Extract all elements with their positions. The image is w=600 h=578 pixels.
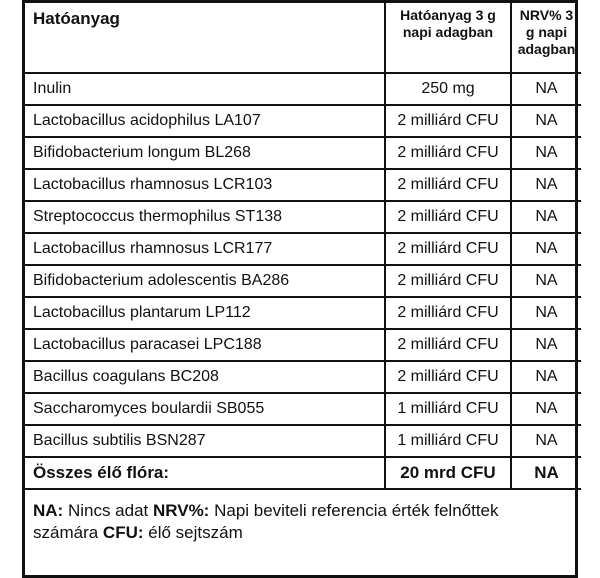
footnote-na-text: Nincs adat: [63, 501, 153, 520]
amount-cell: 2 milliárd CFU: [385, 201, 511, 233]
table-row: [25, 393, 581, 425]
table-row: [25, 265, 581, 297]
table-row: [25, 137, 581, 169]
table-row: [25, 329, 581, 361]
footnote-cfu-text: élő sejtszám: [143, 523, 243, 542]
amount-cell: 2 milliárd CFU: [385, 105, 511, 137]
nrv-cell: NA: [511, 329, 581, 361]
table-row: [25, 169, 581, 201]
table-row: [25, 105, 581, 137]
amount-cell: 2 milliárd CFU: [385, 265, 511, 297]
amount-cell: 250 mg: [385, 73, 511, 105]
nrv-cell: NA: [511, 297, 581, 329]
ingredient-name-cell: Streptococcus thermophilus ST138: [25, 201, 385, 233]
amount-cell: 2 milliárd CFU: [385, 297, 511, 329]
ingredient-name-cell: Bifidobacterium adolescentis BA286: [25, 265, 385, 297]
nrv-cell: NA: [511, 105, 581, 137]
nrv-cell: NA: [511, 361, 581, 393]
table-row: [25, 233, 581, 265]
nrv-cell: NA: [511, 233, 581, 265]
ingredients-table: [25, 3, 581, 490]
table-row: [25, 201, 581, 233]
header-amount: Hatóanyag 3 g napi adagban: [385, 3, 511, 73]
nrv-cell: NA: [511, 425, 581, 457]
total-label: Összes élő flóra:: [25, 457, 385, 489]
footnote-cfu-key: CFU:: [102, 523, 144, 542]
ingredient-name-cell: Bifidobacterium longum BL268: [25, 137, 385, 169]
table-row: [25, 73, 581, 105]
ingredient-name-cell: Saccharomyces boulardii SB055: [25, 393, 385, 425]
ingredient-name-cell: Lactobacillus rhamnosus LCR177: [25, 233, 385, 265]
footnote-na-key: NA:: [33, 501, 64, 520]
amount-cell: 1 milliárd CFU: [385, 393, 511, 425]
amount-cell: 2 milliárd CFU: [385, 169, 511, 201]
nrv-cell: NA: [511, 169, 581, 201]
header-ingredient: Hatóanyag: [25, 3, 385, 73]
footnote-nrv-key: NRV%:: [152, 501, 210, 520]
amount-cell: 1 milliárd CFU: [385, 425, 511, 457]
table-row: [25, 425, 581, 457]
header-nrv: NRV% 3 g napi adagban: [511, 3, 581, 73]
table-body: [25, 73, 581, 457]
nrv-cell: NA: [511, 265, 581, 297]
footnote-nrv-text: Napi beviteli referencia érték felnőttek számára: [33, 501, 499, 542]
footnote: [25, 490, 575, 544]
total-amount: 20 mrd CFU: [385, 457, 511, 489]
table-row: [25, 361, 581, 393]
ingredient-name-cell: Lactobacillus paracasei LPC188: [25, 329, 385, 361]
amount-cell: 2 milliárd CFU: [385, 329, 511, 361]
total-nrv: NA: [511, 457, 581, 489]
table-row: [25, 297, 581, 329]
nrv-cell: NA: [511, 201, 581, 233]
nrv-cell: NA: [511, 73, 581, 105]
nrv-cell: NA: [511, 393, 581, 425]
ingredient-name-cell: Bacillus subtilis BSN287: [25, 425, 385, 457]
total-row: [25, 457, 581, 489]
ingredient-name-cell: Lactobacillus acidophilus LA107: [25, 105, 385, 137]
amount-cell: 2 milliárd CFU: [385, 233, 511, 265]
ingredient-name-cell: Lactobacillus plantarum LP112: [25, 297, 385, 329]
ingredient-name-cell: Bacillus coagulans BC208: [25, 361, 385, 393]
nrv-cell: NA: [511, 137, 581, 169]
ingredient-name-cell: Inulin: [25, 73, 385, 105]
table-header-row: [25, 3, 581, 73]
amount-cell: 2 milliárd CFU: [385, 361, 511, 393]
amount-cell: 2 milliárd CFU: [385, 137, 511, 169]
ingredient-name-cell: Lactobacillus rhamnosus LCR103: [25, 169, 385, 201]
nutrition-table-panel: [22, 0, 578, 578]
